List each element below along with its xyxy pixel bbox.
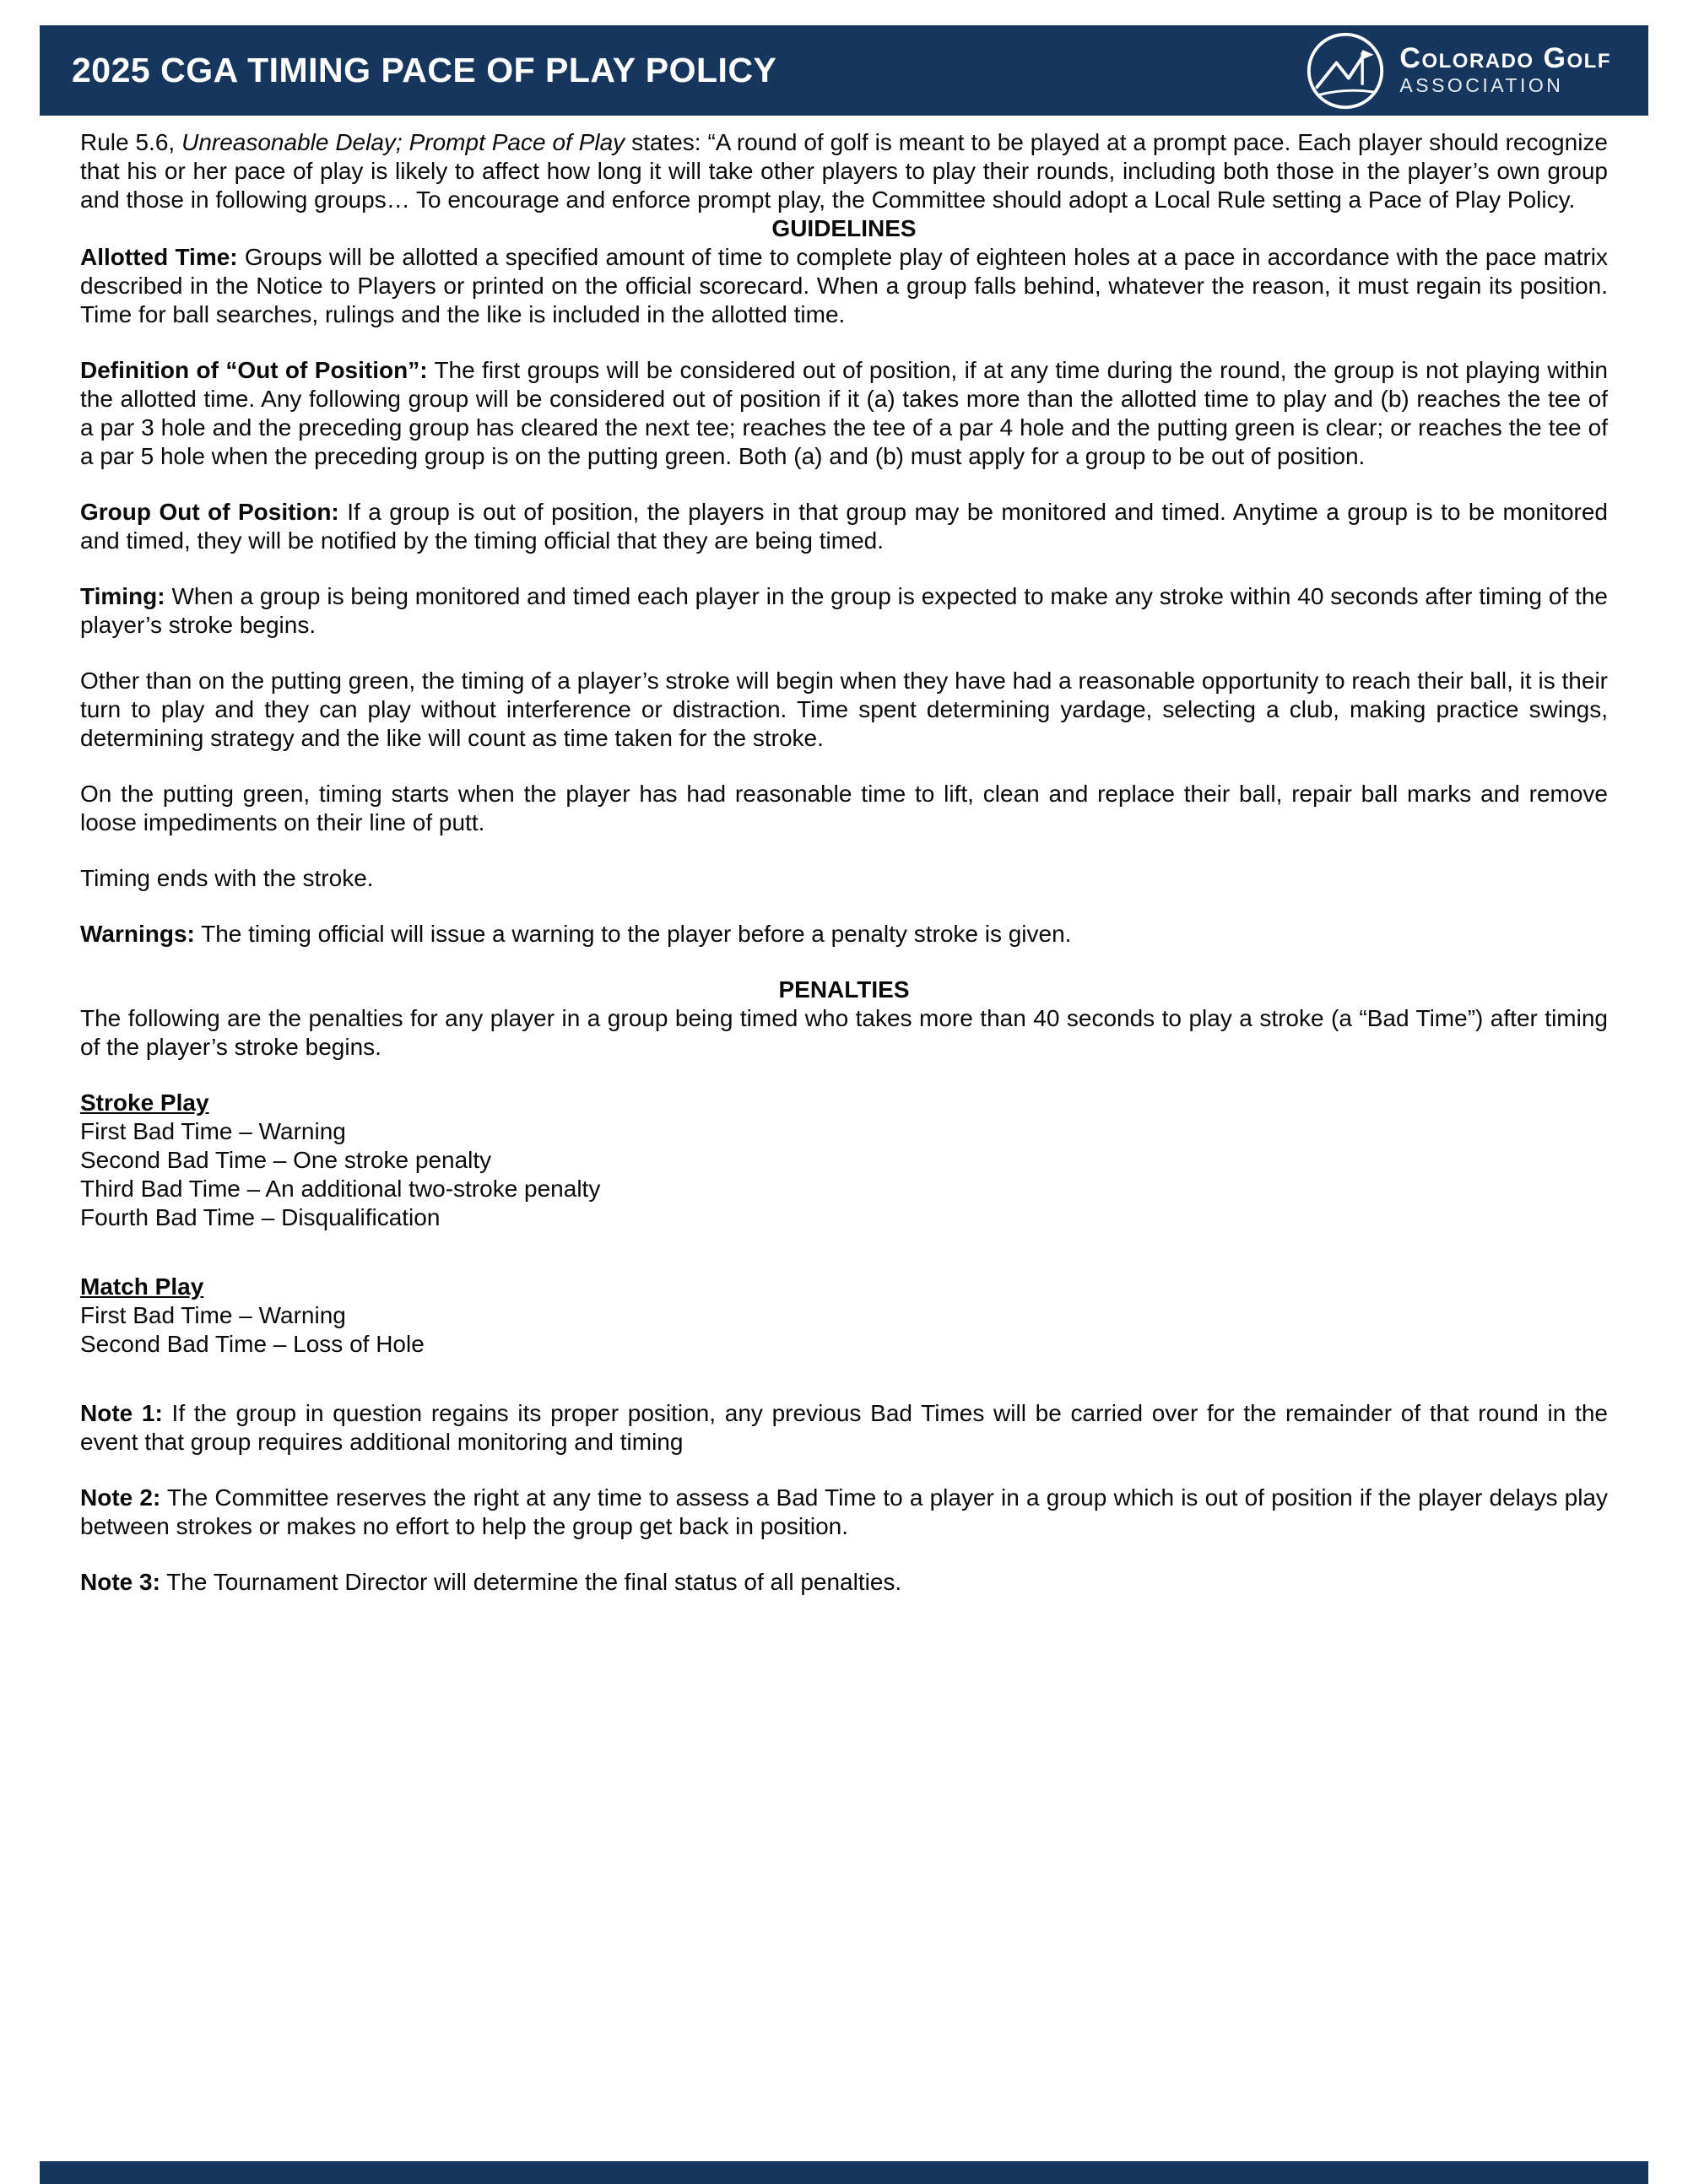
guidelines-heading: GUIDELINES — [771, 215, 917, 241]
document-footer-bar — [40, 2161, 1648, 2184]
document-body — [80, 128, 1608, 1597]
timing-paragraph: Timing: When a group is being monitored and timed each player in the group is expected to make any stroke within 40 seconds after timing of the player’s stroke begins. — [80, 583, 1608, 638]
note-1-paragraph: Note 1: If the group in question regains its proper position, any previous Bad Times will be carried over for the remainder of that round in the event that group requires additional monitoring and timing — [80, 1400, 1608, 1455]
match-play-penalty-line-1: First Bad Time – Warning — [80, 1302, 346, 1328]
timing-off-green-paragraph: Other than on the putting green, the timing of a player’s stroke will begin when they have had a reasonable opportunity to reach their ball, it is their turn to play and they can play without interference or distraction. Time spent determining yardage, selecting a club, making practice swings, determining strategy and the like will count as time taken for the stroke. — [80, 668, 1608, 751]
group-out-of-position-paragraph: Group Out of Position: If a group is out of position, the players in that group may be monitored and timed. Anytime a group is to be monitored and timed, they will be notified by the timing official that they are being timed. — [80, 499, 1608, 554]
timing-ends-paragraph: Timing ends with the stroke. — [80, 865, 374, 891]
document-header — [40, 25, 1648, 116]
cga-logo-icon — [1305, 30, 1386, 111]
rule-5-6-intro-paragraph: Rule 5.6, Unreasonable Delay; Prompt Pace of Play states: “A round of golf is meant to be played at a prompt pace. Each player should recognize that his or her pace of play is likely to affect how long it will take other players to play their rounds, including both those in the player’s own group and those in following groups… To encourage and enforce prompt play, the Committee should adopt a Local Rule setting a Pace of Play Policy. — [80, 129, 1608, 213]
stroke-play-penalty-line-1: First Bad Time – Warning — [80, 1118, 346, 1144]
page-title: 2025 CGA TIMING PACE OF PLAY POLICY — [72, 51, 777, 89]
cga-logo — [1305, 30, 1611, 111]
definition-out-of-position-paragraph: Definition of “Out of Position”: The first groups will be considered out of position, if at any time during the round, the group is not playing within the allotted time. Any following group will be considered out of position if it (a) takes more than the allotted time to play and (b) reaches the tee of a par 3 hole and the preceding group has cleared the next tee; reaches the tee of a par 4 hole and the putting green is clear; or reaches the tee of a par 5 hole when the preceding group is on the putting green. Both (a) and (b) must apply for a group to be out of position. — [80, 357, 1608, 469]
warnings-paragraph: Warnings: The timing official will issue a warning to the player before a penalty stroke is given. — [80, 921, 1072, 947]
stroke-play-penalty-line-2: Second Bad Time – One stroke penalty — [80, 1147, 492, 1173]
cga-logo-wordmark — [1399, 44, 1611, 96]
penalties-heading: PENALTIES — [778, 976, 910, 1003]
match-play-penalty-line-2: Second Bad Time – Loss of Hole — [80, 1331, 425, 1357]
penalties-intro-paragraph: The following are the penalties for any player in a group being timed who takes more than 40 seconds to play a stroke (a “Bad Time”) after timing of the player’s stroke begins. — [80, 1005, 1608, 1060]
note-3-paragraph: Note 3: The Tournament Director will determine the final status of all penalties. — [80, 1569, 902, 1595]
timing-on-green-paragraph: On the putting green, timing starts when the player has had reasonable time to lift, clean and replace their ball, repair ball marks and remove loose impediments on their line of putt. — [80, 781, 1608, 835]
allotted-time-paragraph: Allotted Time: Groups will be allotted a specified amount of time to complete play of eighteen holes at a pace in accordance with the pace matrix described in the Notice to Players or printed on the official scorecard. When a group falls behind, whatever the reason, it must regain its position. Time for ball searches, rulings and the like is included in the allotted time. — [80, 244, 1609, 327]
match-play-heading: Match Play — [80, 1273, 204, 1300]
note-2-paragraph: Note 2: The Committee reserves the right at any time to assess a Bad Time to a player in a group which is out of position if the player delays play between strokes or makes no effort to help the group get back in position. — [80, 1484, 1608, 1539]
stroke-play-penalty-line-3: Third Bad Time – An additional two-stroke penalty — [80, 1176, 601, 1202]
stroke-play-penalty-line-4: Fourth Bad Time – Disqualification — [80, 1204, 441, 1230]
logo-org-name: Colorado Golf — [1399, 42, 1611, 75]
stroke-play-heading: Stroke Play — [80, 1089, 209, 1116]
logo-org-subtitle: ASSOCIATION — [1399, 74, 1564, 97]
